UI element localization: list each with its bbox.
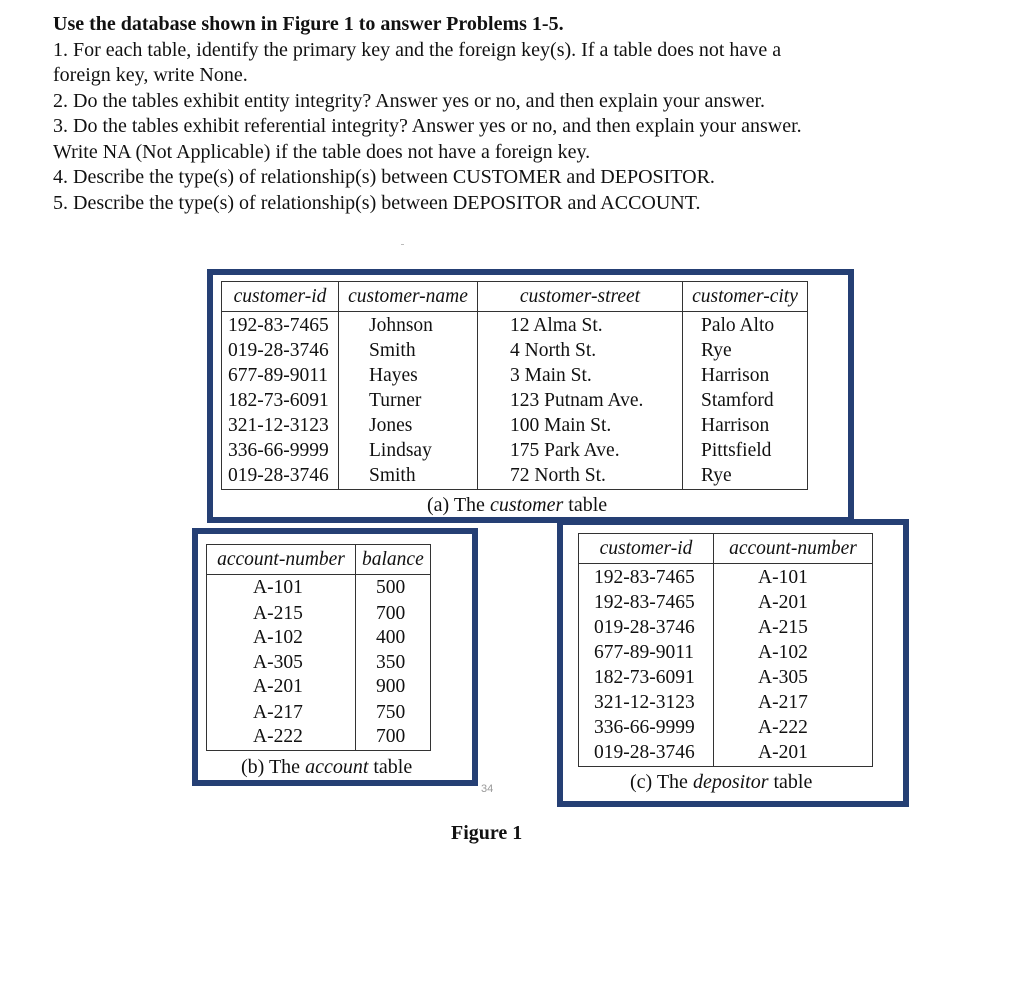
table-row bbox=[579, 665, 873, 690]
problem-line: foreign key, write None. bbox=[53, 64, 248, 86]
column-header: customer-street bbox=[478, 282, 683, 312]
caption-prefix: (c) The bbox=[630, 771, 688, 793]
table-cell: Palo Alto bbox=[683, 312, 808, 339]
column-header: customer-name bbox=[339, 282, 478, 312]
table-cell: A-101 bbox=[207, 575, 356, 601]
table-row bbox=[207, 675, 431, 700]
table-cell: Stamford bbox=[683, 388, 808, 413]
table-row bbox=[579, 640, 873, 665]
table-cell: 192-83-7465 bbox=[579, 564, 714, 591]
table-cell: Harrison bbox=[683, 363, 808, 388]
table-cell: A-102 bbox=[714, 640, 873, 665]
table-cell: 3 Main St. bbox=[478, 363, 683, 388]
table-row bbox=[579, 564, 873, 591]
table-cell: A-217 bbox=[714, 690, 873, 715]
table-cell: 12 Alma St. bbox=[478, 312, 683, 339]
table-cell: 400 bbox=[356, 626, 431, 651]
column-header: account-number bbox=[207, 545, 356, 575]
table-cell: 336-66-9999 bbox=[579, 715, 714, 740]
table-row bbox=[222, 388, 808, 413]
table-cell: 500 bbox=[356, 575, 431, 601]
depositor-table-caption bbox=[630, 771, 812, 794]
caption-prefix: (b) The bbox=[241, 756, 301, 778]
figure-title: Figure 1 bbox=[451, 822, 523, 844]
table-cell: 321-12-3123 bbox=[579, 690, 714, 715]
customer-table-caption bbox=[427, 494, 607, 517]
table-cell: Hayes bbox=[339, 363, 478, 388]
table-cell: 321-12-3123 bbox=[222, 413, 339, 438]
table-row bbox=[222, 312, 808, 339]
column-header: account-number bbox=[714, 534, 873, 564]
table-cell: Lindsay bbox=[339, 438, 478, 463]
caption-suffix: table bbox=[373, 756, 413, 778]
table-cell: A-201 bbox=[714, 590, 873, 615]
table-row bbox=[222, 338, 808, 363]
table-row bbox=[207, 650, 431, 675]
table-cell: A-101 bbox=[714, 564, 873, 591]
problem-heading: Use the database shown in Figure 1 to answer Problems 1-5. bbox=[53, 13, 564, 35]
problem-statement bbox=[53, 12, 953, 216]
column-header: customer-city bbox=[683, 282, 808, 312]
account-table-frame bbox=[192, 528, 478, 786]
scan-mark bbox=[401, 244, 404, 245]
table-row bbox=[579, 715, 873, 740]
table-row bbox=[207, 725, 431, 751]
table-cell: 019-28-3746 bbox=[579, 740, 714, 767]
table-cell: 677-89-9011 bbox=[579, 640, 714, 665]
table-header-row bbox=[579, 534, 873, 564]
customer-table bbox=[221, 281, 808, 490]
table-cell: Rye bbox=[683, 463, 808, 490]
caption-italic: account bbox=[305, 756, 369, 778]
table-cell: A-102 bbox=[207, 626, 356, 651]
table-cell: A-217 bbox=[207, 700, 356, 725]
table-row bbox=[579, 690, 873, 715]
table-row bbox=[579, 740, 873, 767]
problem-line: 4. Describe the type(s) of relationship(s) between CUSTOMER and DEPOSITOR. bbox=[53, 166, 715, 188]
table-cell: 100 Main St. bbox=[478, 413, 683, 438]
table-cell: Smith bbox=[339, 338, 478, 363]
table-cell: 4 North St. bbox=[478, 338, 683, 363]
table-cell: 900 bbox=[356, 675, 431, 700]
table-row bbox=[579, 615, 873, 640]
table-cell: 192-83-7465 bbox=[222, 312, 339, 339]
caption-italic: customer bbox=[489, 494, 564, 516]
page-number: 34 bbox=[481, 783, 494, 795]
table-cell: Rye bbox=[683, 338, 808, 363]
table-row bbox=[207, 575, 431, 601]
table-row bbox=[222, 413, 808, 438]
depositor-table-frame bbox=[557, 519, 909, 807]
column-header: customer-id bbox=[222, 282, 339, 312]
account-table-caption bbox=[241, 756, 412, 779]
table-cell: 019-28-3746 bbox=[222, 463, 339, 490]
table-row bbox=[222, 363, 808, 388]
table-cell: A-201 bbox=[207, 675, 356, 700]
table-cell: 123 Putnam Ave. bbox=[478, 388, 683, 413]
column-header: customer-id bbox=[579, 534, 714, 564]
table-row bbox=[579, 590, 873, 615]
table-cell: A-305 bbox=[714, 665, 873, 690]
table-cell: A-222 bbox=[714, 715, 873, 740]
table-cell: Harrison bbox=[683, 413, 808, 438]
depositor-table bbox=[578, 533, 873, 767]
table-cell: 192-83-7465 bbox=[579, 590, 714, 615]
table-row bbox=[222, 463, 808, 490]
table-cell: 750 bbox=[356, 700, 431, 725]
table-cell: 336-66-9999 bbox=[222, 438, 339, 463]
table-row bbox=[222, 438, 808, 463]
table-cell: 019-28-3746 bbox=[579, 615, 714, 640]
column-header: balance bbox=[356, 545, 431, 575]
problem-line: 1. For each table, identify the primary key and the foreign key(s). If a table does not have a bbox=[53, 38, 782, 61]
table-row bbox=[207, 626, 431, 651]
customer-table-frame bbox=[207, 269, 854, 523]
table-cell: A-215 bbox=[714, 615, 873, 640]
table-row bbox=[207, 700, 431, 725]
table-cell: Smith bbox=[339, 463, 478, 490]
caption-suffix: table bbox=[568, 494, 608, 516]
table-cell: Johnson bbox=[339, 312, 478, 339]
caption-italic: depositor bbox=[692, 771, 769, 793]
table-cell: 182-73-6091 bbox=[579, 665, 714, 690]
table-cell: 350 bbox=[356, 650, 431, 675]
account-table bbox=[206, 544, 431, 751]
table-cell: A-215 bbox=[207, 601, 356, 626]
table-cell: A-201 bbox=[714, 740, 873, 767]
problem-line: Write NA (Not Applicable) if the table does not have a foreign key. bbox=[53, 140, 591, 163]
table-cell: 182-73-6091 bbox=[222, 388, 339, 413]
table-cell: 019-28-3746 bbox=[222, 338, 339, 363]
problem-line: 3. Do the tables exhibit referential integrity? Answer yes or no, and then explain your answer. bbox=[53, 115, 802, 137]
problem-line: 5. Describe the type(s) of relationship(s) between DEPOSITOR and ACCOUNT. bbox=[53, 191, 701, 214]
table-header-row bbox=[222, 282, 808, 312]
table-cell: Pittsfield bbox=[683, 438, 808, 463]
table-cell: A-305 bbox=[207, 650, 356, 675]
caption-prefix: (a) The bbox=[427, 494, 485, 516]
table-cell: A-222 bbox=[207, 725, 356, 751]
table-cell: 72 North St. bbox=[478, 463, 683, 490]
table-cell: Turner bbox=[339, 388, 478, 413]
table-row bbox=[207, 601, 431, 626]
table-cell: 677-89-9011 bbox=[222, 363, 339, 388]
caption-suffix: table bbox=[773, 771, 813, 793]
problem-line: 2. Do the tables exhibit entity integrity? Answer yes or no, and then explain your answer. bbox=[53, 89, 766, 112]
table-cell: 175 Park Ave. bbox=[478, 438, 683, 463]
table-cell: 700 bbox=[356, 725, 431, 751]
table-cell: Jones bbox=[339, 413, 478, 438]
table-header-row bbox=[207, 545, 431, 575]
table-cell: 700 bbox=[356, 601, 431, 626]
